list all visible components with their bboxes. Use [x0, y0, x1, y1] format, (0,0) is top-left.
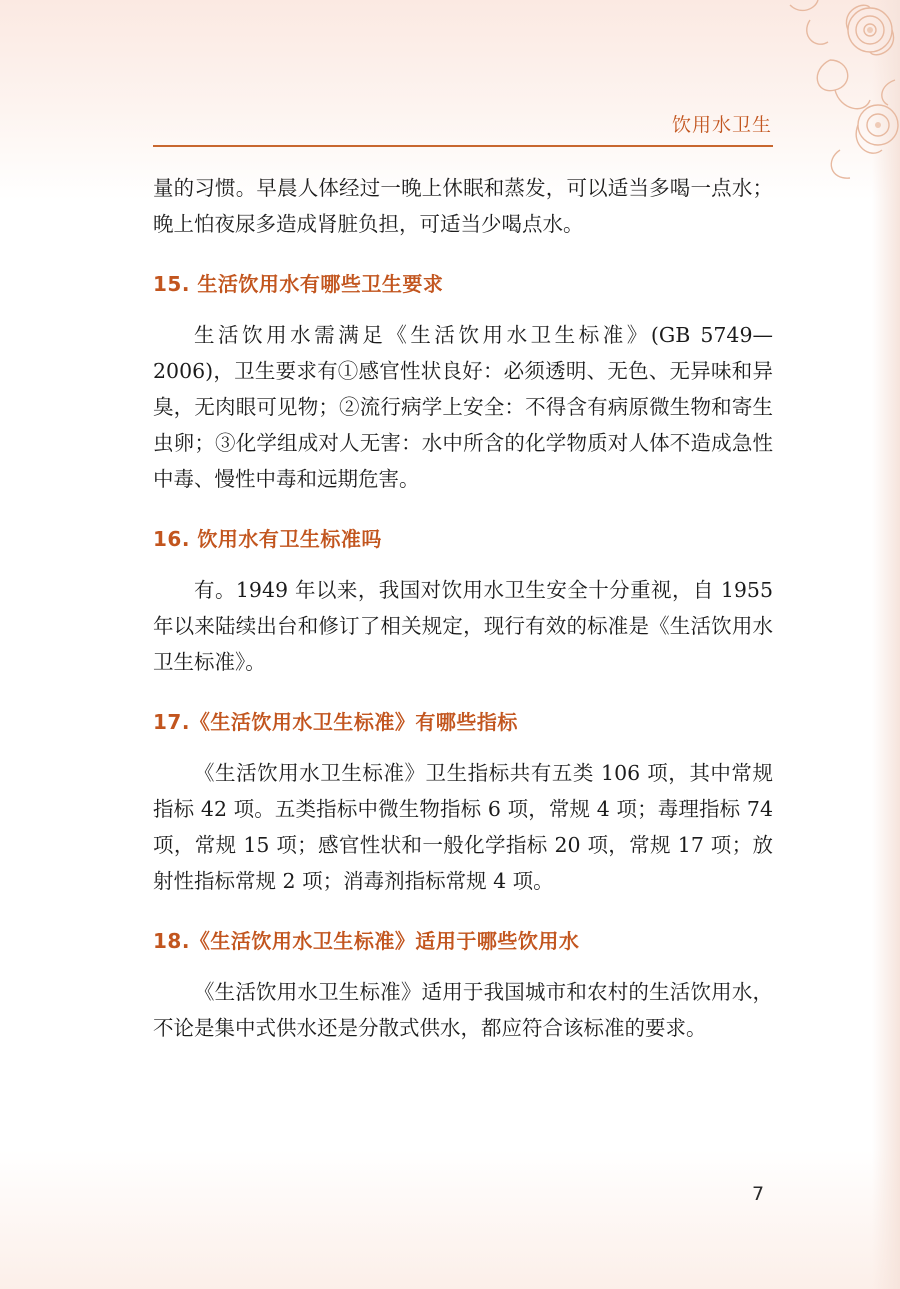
running-header-title: 饮用水卫生: [671, 114, 772, 136]
floral-ornament-icon: [770, 0, 900, 185]
section-title-16: 16. 饮用水有卫生标准吗: [153, 527, 382, 551]
section-body-16: 有。1949 年以来，我国对饮用水卫生安全十分重视，自 1955 年以来陆续出台和修订了相关规定，现行有效的标准是《生活饮用水卫生标准》。: [153, 578, 773, 674]
section-title-18: 18.《生活饮用水卫生标准》适用于哪些饮用水: [153, 929, 580, 953]
main-content: [153, 170, 773, 1046]
section-body-18: 《生活饮用水卫生标准》适用于我国城市和农村的生活饮用水，不论是集中式供水还是分散式供水，都应符合该标准的要求。: [153, 980, 773, 1040]
section-title-17: 17.《生活饮用水卫生标准》有哪些指标: [153, 710, 518, 734]
intro-paragraph: 量的习惯。早晨人体经过一晚上休眠和蒸发，可以适当多喝一点水；晚上怕夜尿多造成肾脏负担，可适当少喝点水。: [153, 176, 773, 236]
section-body-15: 生活饮用水需满足《生活饮用水卫生标准》(GB 5749—2006)，卫生要求有①感官性状良好：必须透明、无色、无异味和异臭，无肉眼可见物；②流行病学上安全：不得含有病原微生物和寄生虫卵；③化学组成对人无害：水中所含的化学物质对人体不造成急性中毒、慢性中毒和远期危害。: [153, 323, 773, 491]
section-title-15: 15. 生活饮用水有哪些卫生要求: [153, 272, 444, 296]
section-body-17: 《生活饮用水卫生标准》卫生指标共有五类 106 项，其中常规指标 42 项。五类指标中微生物指标 6 项，常规 4 项；毒理指标 74 项，常规 15 项；感官性状和一般化学指标 20 项，常规 17 项；放射性指标常规 2 项；消毒剂指标常规 4 项。: [153, 761, 773, 893]
page-edge-shade: [872, 0, 900, 1289]
page-number: 7: [752, 1183, 765, 1205]
header-divider: [153, 145, 773, 147]
